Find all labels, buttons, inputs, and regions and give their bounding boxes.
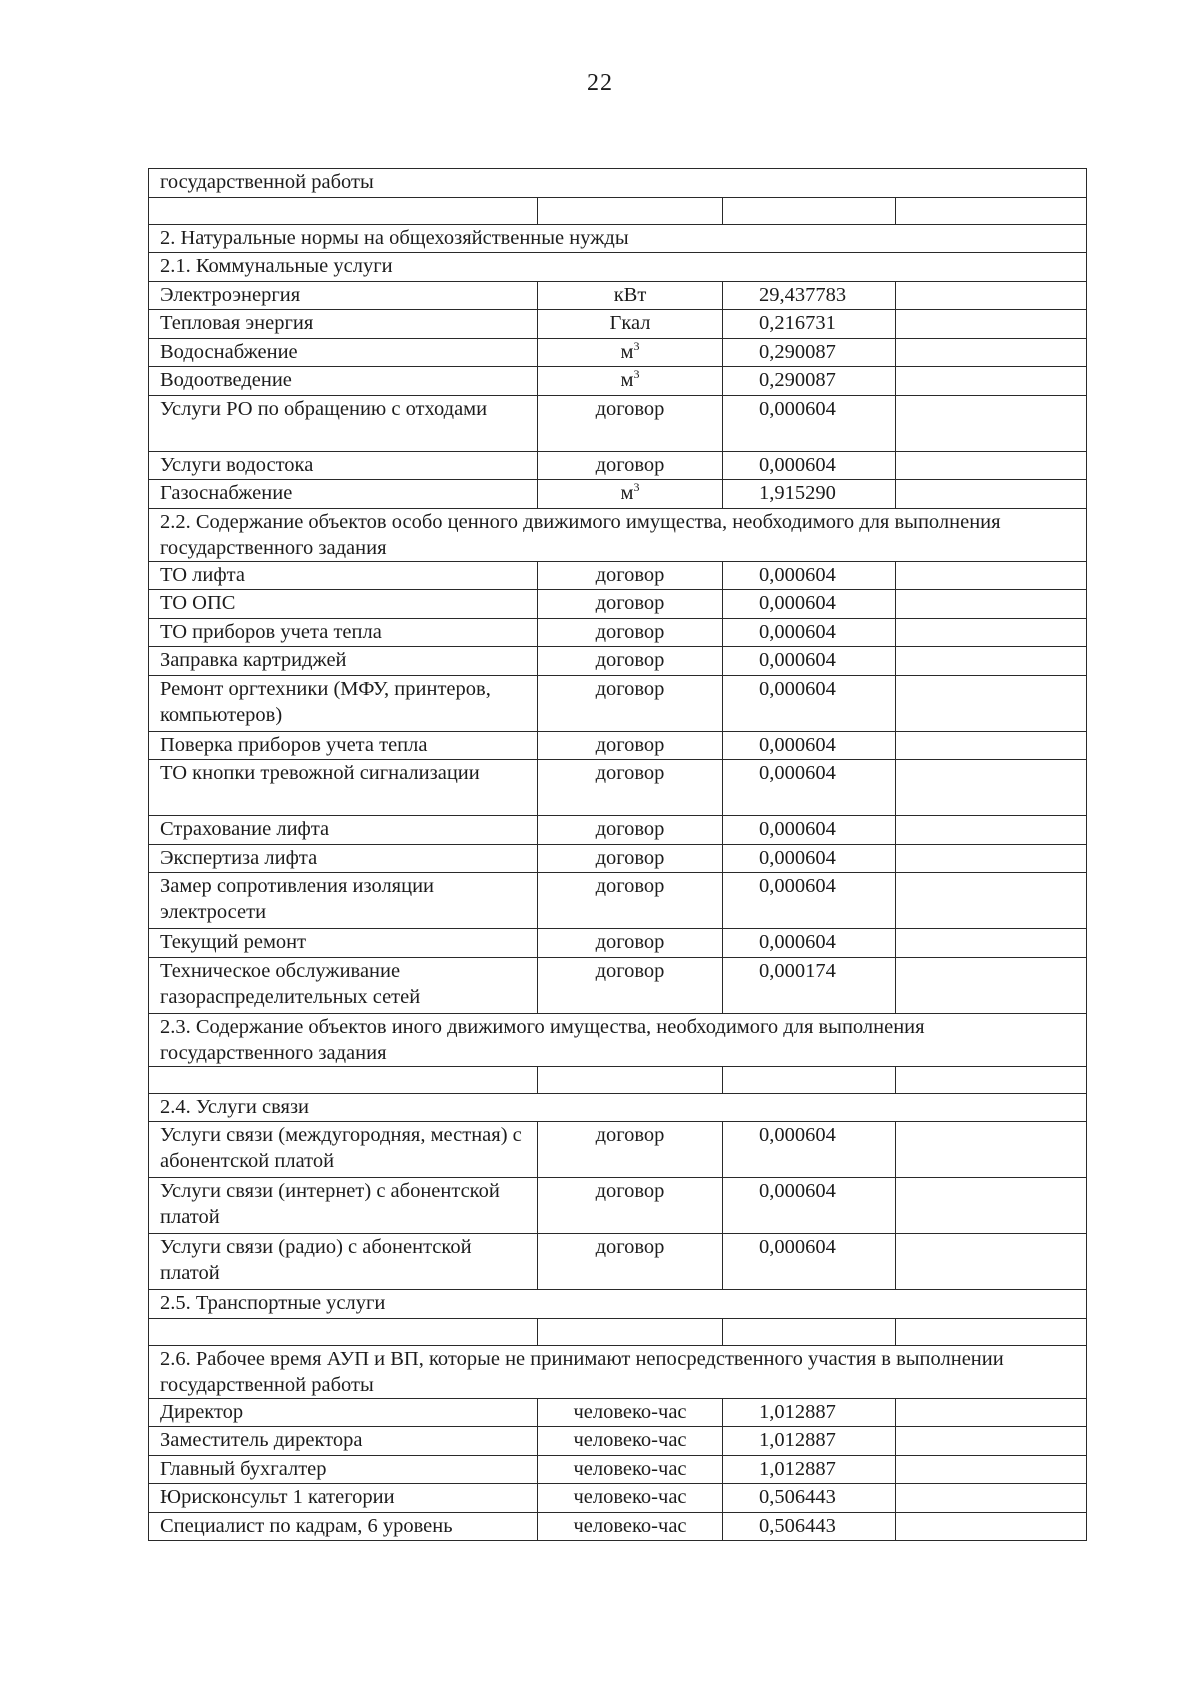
item-name: Страхование лифта [149, 816, 538, 845]
empty-cell [896, 338, 1087, 367]
unit-text: договор [595, 931, 665, 953]
empty-cell [896, 451, 1087, 480]
item-value: 1,012887 [723, 1398, 896, 1427]
item-value: 0,000604 [723, 1122, 896, 1178]
item-unit [538, 647, 723, 676]
unit-text: договор [595, 762, 665, 784]
table-row [149, 367, 1087, 396]
item-unit [538, 310, 723, 339]
empty-cell [896, 844, 1087, 873]
item-name: ТО кнопки тревожной сигнализации [149, 760, 538, 816]
item-unit [538, 873, 723, 929]
table-row [149, 1178, 1087, 1234]
empty-cell [538, 1318, 723, 1345]
empty-cell [896, 1398, 1087, 1427]
empty-cell [896, 281, 1087, 310]
unit-text: договор [595, 563, 665, 586]
item-value: 0,290087 [723, 367, 896, 396]
unit-text: договор [595, 846, 665, 869]
unit-text: договор [595, 875, 665, 897]
item-name: Водоотведение [149, 367, 538, 396]
item-value: 0,000604 [723, 873, 896, 929]
unit-superscript: 3 [633, 367, 640, 382]
empty-cell [896, 1178, 1087, 1234]
item-value: 0,000604 [723, 929, 896, 958]
item-name: Газоснабжение [149, 480, 538, 509]
item-name: Директор [149, 1398, 538, 1427]
empty-cell [896, 760, 1087, 816]
item-name: Поверка приборов учета тепла [149, 731, 538, 760]
empty-cell [896, 873, 1087, 929]
empty-cell [149, 1318, 538, 1345]
item-unit [538, 844, 723, 873]
unit-text: договор [595, 453, 665, 476]
item-name: Заместитель директора [149, 1427, 538, 1456]
item-unit [538, 929, 723, 958]
section-row [149, 1290, 1087, 1319]
section-heading: 2.4. Услуги связи [149, 1093, 1087, 1122]
item-unit [538, 561, 723, 590]
item-name: ТО ОПС [149, 590, 538, 619]
item-value: 0,000604 [723, 561, 896, 590]
item-name: Тепловая энергия [149, 310, 538, 339]
section-row [149, 253, 1087, 282]
empty-cell [723, 197, 896, 224]
item-value: 0,000604 [723, 647, 896, 676]
item-name: Замер сопротивления изоляции электросети [149, 873, 538, 929]
item-name: Заправка картриджей [149, 647, 538, 676]
empty-cell [149, 1066, 538, 1093]
unit-superscript: 3 [633, 480, 640, 495]
item-unit [538, 760, 723, 816]
item-name: Текущий ремонт [149, 929, 538, 958]
item-unit [538, 1178, 723, 1234]
unit-text: договор [595, 649, 665, 671]
item-value: 0,000604 [723, 590, 896, 619]
table-row [149, 675, 1087, 731]
item-value: 0,000604 [723, 1234, 896, 1290]
table-row [149, 451, 1087, 480]
item-value: 0,000604 [723, 675, 896, 731]
item-unit [538, 816, 723, 845]
empty-cell [896, 1318, 1087, 1345]
item-name: Специалист по кадрам, 6 уровень [149, 1512, 538, 1541]
empty-cell [896, 929, 1087, 958]
item-name: Водоснабжение [149, 338, 538, 367]
blank-row [149, 1066, 1087, 1093]
table-row [149, 1427, 1087, 1456]
table-row [149, 647, 1087, 676]
norms-table [148, 168, 1087, 1541]
blank-row [149, 197, 1087, 224]
item-value: 0,000604 [723, 395, 896, 451]
section-row [149, 169, 1087, 198]
empty-cell [896, 480, 1087, 509]
unit-text: договор [595, 397, 665, 420]
item-name: Услуги РО по обращению с отходами [149, 395, 538, 451]
item-value: 0,000604 [723, 760, 896, 816]
empty-cell [896, 395, 1087, 451]
section-heading: 2.5. Транспортные услуги [149, 1290, 1087, 1319]
table-row [149, 1122, 1087, 1178]
section-heading: 2.6. Рабочее время АУП и ВП, которые не принимают непосредственного участия в выполнении государственной работы [149, 1345, 1087, 1398]
item-name: Техническое обслуживание газораспределительных сетей [149, 957, 538, 1013]
item-unit [538, 1484, 723, 1513]
section-heading: 2. Натуральные нормы на общехозяйственные нужды [149, 224, 1087, 253]
unit-text: договор [595, 1124, 665, 1146]
item-unit [538, 338, 723, 367]
item-name: ТО лифта [149, 561, 538, 590]
unit-text: договор [595, 818, 665, 840]
unit-text: м [620, 369, 634, 391]
unit-text: Гкал [609, 312, 651, 334]
table-row [149, 561, 1087, 590]
unit-text: кВт [613, 283, 647, 306]
section-row [149, 1345, 1087, 1398]
item-value: 0,216731 [723, 310, 896, 339]
blank-row [149, 1318, 1087, 1345]
empty-cell [896, 731, 1087, 760]
empty-cell [896, 675, 1087, 731]
item-unit [538, 367, 723, 396]
empty-cell [896, 197, 1087, 224]
item-name: ТО приборов учета тепла [149, 618, 538, 647]
item-value: 0,506443 [723, 1512, 896, 1541]
empty-cell [896, 1066, 1087, 1093]
item-value: 0,000174 [723, 957, 896, 1013]
empty-cell [896, 1427, 1087, 1456]
empty-cell [149, 197, 538, 224]
unit-text: договор [595, 733, 665, 756]
table-row [149, 760, 1087, 816]
unit-text: договор [595, 677, 665, 700]
empty-cell [538, 1066, 723, 1093]
item-name: Главный бухгалтер [149, 1455, 538, 1484]
item-value: 0,000604 [723, 816, 896, 845]
table-row [149, 338, 1087, 367]
unit-text: человеко-час [573, 1429, 687, 1451]
section-heading: 2.2. Содержание объектов особо ценного движимого имущества, необходимого для выполнения государственного задания [149, 508, 1087, 561]
item-unit [538, 618, 723, 647]
unit-superscript: 3 [633, 338, 640, 353]
item-unit [538, 675, 723, 731]
table-row [149, 1512, 1087, 1541]
item-unit [538, 731, 723, 760]
item-value: 0,506443 [723, 1484, 896, 1513]
unit-text: договор [595, 620, 665, 643]
empty-cell [896, 618, 1087, 647]
item-name: Услуги связи (междугородняя, местная) с абонентской платой [149, 1122, 538, 1178]
unit-text: договор [595, 959, 665, 982]
empty-cell [896, 1512, 1087, 1541]
item-name: Услуги связи (радио) с абонентской платой [149, 1234, 538, 1290]
table-row [149, 873, 1087, 929]
item-unit [538, 590, 723, 619]
table-row [149, 480, 1087, 509]
item-value: 1,012887 [723, 1455, 896, 1484]
item-value: 0,000604 [723, 844, 896, 873]
item-value: 0,290087 [723, 338, 896, 367]
page-number: 22 [587, 70, 613, 96]
table-row [149, 816, 1087, 845]
empty-cell [896, 1122, 1087, 1178]
item-value: 0,000604 [723, 618, 896, 647]
empty-cell [896, 310, 1087, 339]
item-value: 29,437783 [723, 281, 896, 310]
section-heading: 2.3. Содержание объектов иного движимого имущества, необходимого для выполнения государственного задания [149, 1013, 1087, 1066]
empty-cell [896, 647, 1087, 676]
item-value: 1,012887 [723, 1427, 896, 1456]
item-unit [538, 480, 723, 509]
unit-text: человеко-час [573, 1486, 687, 1508]
section-heading: государственной работы [149, 169, 1087, 198]
empty-cell [896, 1455, 1087, 1484]
table-row [149, 1234, 1087, 1290]
unit-text: м [620, 482, 634, 504]
table-row [149, 731, 1087, 760]
table-row [149, 957, 1087, 1013]
table-row [149, 1398, 1087, 1427]
item-unit [538, 1122, 723, 1178]
table-row [149, 281, 1087, 310]
empty-cell [723, 1066, 896, 1093]
item-unit [538, 1427, 723, 1456]
section-row [149, 1093, 1087, 1122]
unit-text: м [620, 340, 634, 363]
section-heading: 2.1. Коммунальные услуги [149, 253, 1087, 282]
empty-cell [896, 367, 1087, 396]
empty-cell [538, 197, 723, 224]
table-row [149, 844, 1087, 873]
item-unit [538, 281, 723, 310]
unit-text: договор [595, 592, 665, 614]
item-unit [538, 395, 723, 451]
item-name: Электроэнергия [149, 281, 538, 310]
unit-text: человеко-час [573, 1457, 687, 1480]
item-name: Ремонт оргтехники (МФУ, принтеров, компьютеров) [149, 675, 538, 731]
table-row [149, 929, 1087, 958]
section-row [149, 224, 1087, 253]
empty-cell [896, 561, 1087, 590]
table-row [149, 310, 1087, 339]
table-row [149, 395, 1087, 451]
table-row [149, 1455, 1087, 1484]
unit-text: человеко-час [573, 1514, 687, 1537]
item-unit [538, 451, 723, 480]
item-value: 0,000604 [723, 1178, 896, 1234]
unit-text: человеко-час [573, 1400, 687, 1423]
item-value: 0,000604 [723, 731, 896, 760]
unit-text: договор [595, 1236, 665, 1258]
item-unit [538, 1455, 723, 1484]
section-row [149, 1013, 1087, 1066]
item-name: Услуги водостока [149, 451, 538, 480]
item-name: Услуги связи (интернет) с абонентской платой [149, 1178, 538, 1234]
empty-cell [896, 957, 1087, 1013]
item-unit [538, 1398, 723, 1427]
table-row [149, 590, 1087, 619]
empty-cell [896, 816, 1087, 845]
empty-cell [896, 590, 1087, 619]
item-name: Экспертиза лифта [149, 844, 538, 873]
item-unit [538, 957, 723, 1013]
item-unit [538, 1234, 723, 1290]
item-value: 1,915290 [723, 480, 896, 509]
section-row [149, 508, 1087, 561]
unit-text: договор [595, 1180, 665, 1202]
empty-cell [896, 1484, 1087, 1513]
table-row [149, 1484, 1087, 1513]
table-row [149, 618, 1087, 647]
item-value: 0,000604 [723, 451, 896, 480]
item-unit [538, 1512, 723, 1541]
empty-cell [723, 1318, 896, 1345]
empty-cell [896, 1234, 1087, 1290]
item-name: Юрисконсульт 1 категории [149, 1484, 538, 1513]
